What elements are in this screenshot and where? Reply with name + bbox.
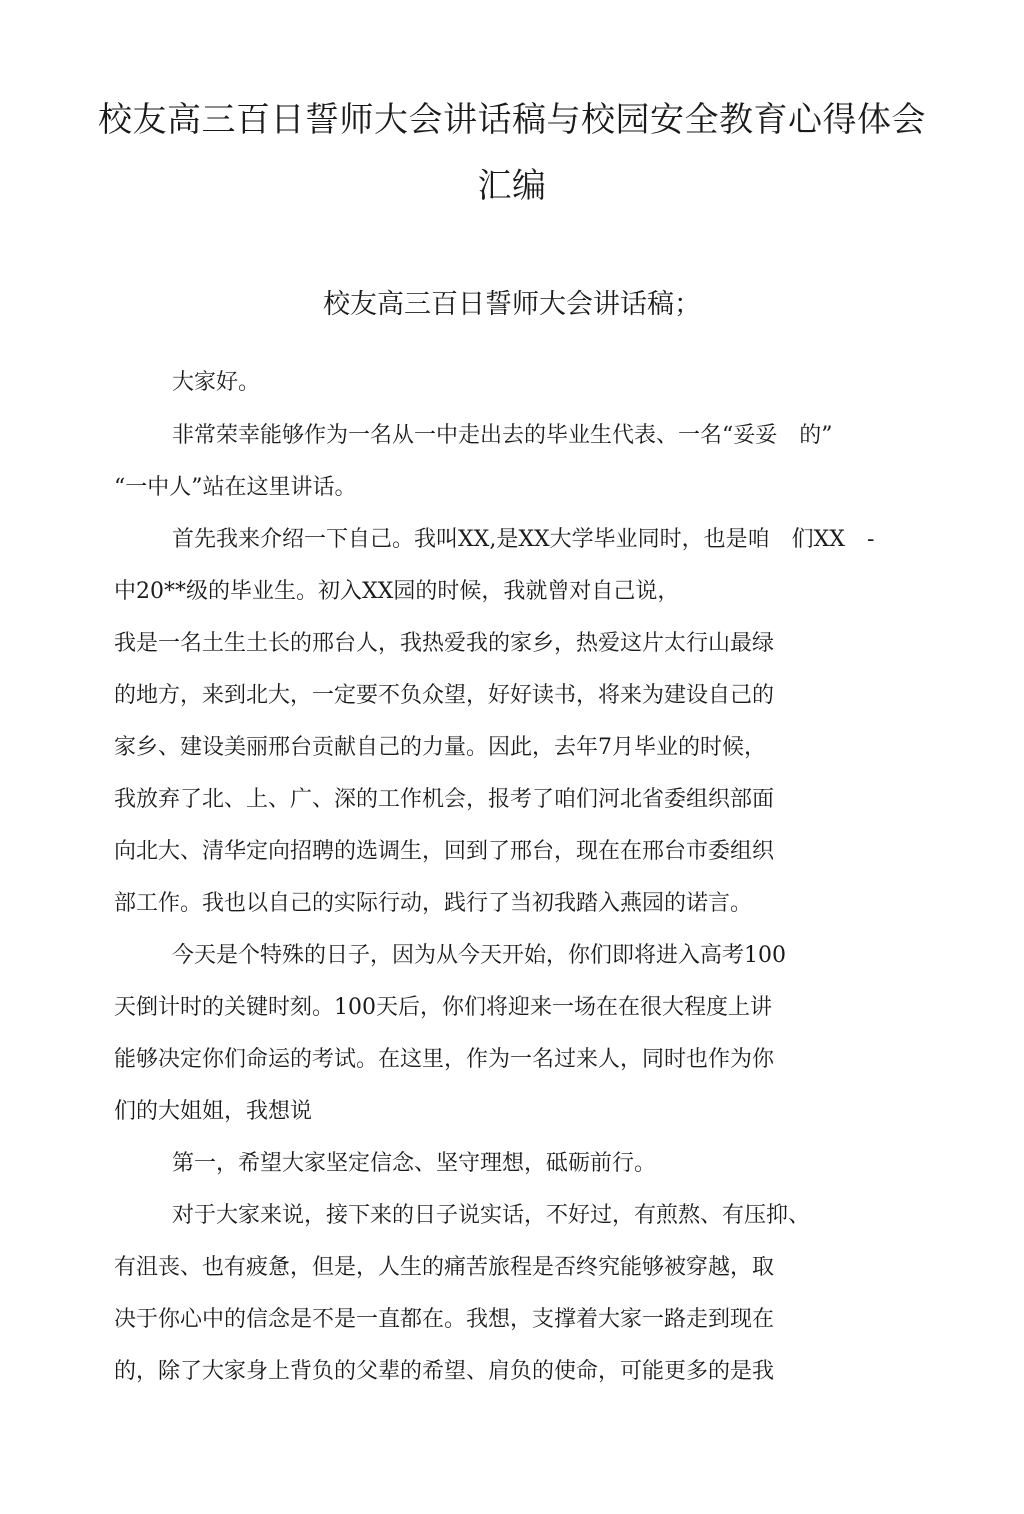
body-line: 能够决定你们命运的考试。在这里，作为一名过来人，同时也作为你 bbox=[114, 1047, 775, 1072]
body-line: 第一，希望大家坚定信念、坚守理想，砥砺前行。 bbox=[172, 1151, 657, 1176]
body-line: 首先我来介绍一下自己。我叫XX,是XX大学毕业同时，也是咱 们XX - bbox=[172, 527, 875, 552]
body-line: 的，除了大家身上背负的父辈的希望、肩负的使命，可能更多的是我 bbox=[114, 1359, 775, 1384]
body-line: 大家好。 bbox=[172, 370, 261, 395]
body-line: 们的大姐姐，我想说 bbox=[114, 1099, 313, 1124]
body-line: 中20**级的毕业生。初入XX园的时候，我就曾对自己说， bbox=[114, 579, 680, 604]
body-line: 我放弃了北、上、广、深的工作机会，报考了咱们河北省委组织部面 bbox=[114, 787, 775, 812]
document-title-line-2: 汇编 bbox=[477, 166, 547, 206]
body-line: 今天是个特殊的日子，因为从今天开始，你们即将进入高考100 bbox=[172, 943, 786, 968]
body-line: 决于你心中的信念是不是一直都在。我想，支撑着大家一路走到现在 bbox=[114, 1307, 775, 1332]
document-title-line-1: 校友高三百日誓师大会讲话稿与校园安全教育心得体会 bbox=[98, 100, 926, 140]
body-line: 部工作。我也以自己的实际行动，践行了当初我踏入燕园的诺言。 bbox=[114, 891, 753, 916]
body-line: 我是一名土生土长的邢台人，我热爱我的家乡，热爱这片太行山最绿 bbox=[114, 631, 775, 656]
body-line: 的地方，来到北大，一定要不负众望，好好读书，将来为建设自己的 bbox=[114, 683, 775, 708]
body-line: 家乡、建设美丽邢台贡献自己的力量。因此，去年7月毕业的时候， bbox=[114, 735, 766, 760]
body-line: 向北大、清华定向招聘的选调生，回到了邢台，现在在邢台市委组织 bbox=[114, 839, 775, 864]
body-line: 非常荣幸能够作为一名从一中走出去的毕业生代表、一名“妥妥 的” bbox=[172, 423, 833, 448]
section-title: 校友高三百日誓师大会讲话稿； bbox=[323, 289, 701, 320]
body-line: 天倒计时的关键时刻。100天后，你们将迎来一场在在很大程度上讲 bbox=[114, 995, 772, 1020]
body-line: 有沮丧、也有疲惫，但是，人生的痛苦旅程是否终究能够被穿越，取 bbox=[114, 1255, 775, 1280]
body-line: “一中人”站在这里讲话。 bbox=[114, 475, 357, 500]
body-line: 对于大家来说，接下来的日子说实话，不好过，有煎熬、有压抑、 bbox=[172, 1203, 811, 1228]
